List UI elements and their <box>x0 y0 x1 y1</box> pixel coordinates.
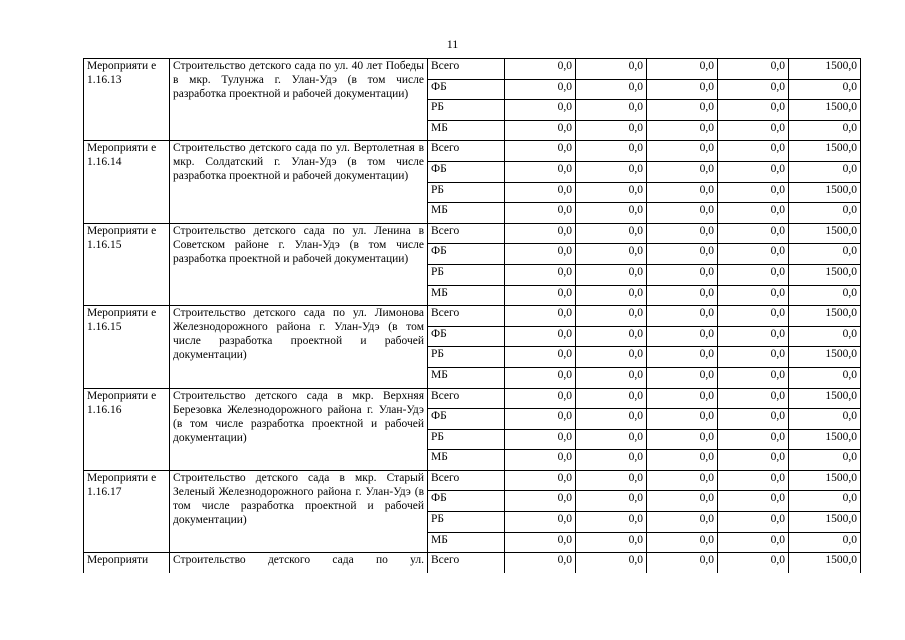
value-cell: 0,0 <box>718 264 789 285</box>
value-cell: 1500,0 <box>789 512 861 533</box>
value-cell: 0,0 <box>576 141 647 162</box>
value-cell: 0,0 <box>576 409 647 430</box>
funding-source-cell: Всего <box>428 223 505 244</box>
value-cell: 1500,0 <box>789 347 861 368</box>
value-cell: 1500,0 <box>789 182 861 203</box>
value-cell: 0,0 <box>576 264 647 285</box>
value-cell: 0,0 <box>576 59 647 80</box>
value-cell: 0,0 <box>718 450 789 471</box>
value-cell: 0,0 <box>505 244 576 265</box>
value-cell: 0,0 <box>576 100 647 121</box>
value-cell: 0,0 <box>505 264 576 285</box>
value-cell: 0,0 <box>576 306 647 327</box>
value-cell: 0,0 <box>505 429 576 450</box>
table-row <box>84 470 861 491</box>
value-cell: 0,0 <box>647 264 718 285</box>
value-cell: 0,0 <box>718 203 789 224</box>
value-cell: 0,0 <box>647 512 718 533</box>
value-cell: 0,0 <box>789 532 861 553</box>
value-cell: 1500,0 <box>789 100 861 121</box>
value-cell: 0,0 <box>576 429 647 450</box>
value-cell: 0,0 <box>576 532 647 553</box>
value-cell: 1500,0 <box>789 264 861 285</box>
value-cell: 0,0 <box>647 244 718 265</box>
funding-source-cell: Всего <box>428 306 505 327</box>
value-cell: 0,0 <box>647 306 718 327</box>
value-cell: 0,0 <box>718 161 789 182</box>
value-cell: 0,0 <box>505 347 576 368</box>
value-cell: 0,0 <box>505 223 576 244</box>
value-cell: 0,0 <box>647 161 718 182</box>
funding-source-cell: МБ <box>428 203 505 224</box>
funding-table <box>83 58 861 573</box>
funding-source-cell: РБ <box>428 429 505 450</box>
event-description-cell: Строительство детского сада по ул. Лимонова Железнодорожного района г. Улан-Удэ (в том числе разработка проектной и рабочей документации) <box>170 306 428 388</box>
value-cell: 0,0 <box>576 120 647 141</box>
value-cell: 0,0 <box>576 203 647 224</box>
value-cell: 0,0 <box>505 532 576 553</box>
value-cell: 0,0 <box>789 244 861 265</box>
value-cell: 0,0 <box>718 326 789 347</box>
value-cell: 0,0 <box>647 491 718 512</box>
value-cell: 0,0 <box>718 367 789 388</box>
value-cell: 0,0 <box>718 347 789 368</box>
value-cell: 0,0 <box>718 100 789 121</box>
value-cell: 0,0 <box>576 347 647 368</box>
event-description-cell: Строительство детского сада по ул. Вертолетная в мкр. Солдатский г. Улан-Удэ (в том числе разработка проектной и рабочей документации) <box>170 141 428 223</box>
value-cell: 0,0 <box>647 326 718 347</box>
value-cell: 0,0 <box>647 367 718 388</box>
value-cell: 0,0 <box>576 182 647 203</box>
event-description-cell: Строительство детского сада по ул. 40 лет Победы в мкр. Тулунжа г. Улан-Удэ (в том числе разработка проектной и рабочей документации) <box>170 59 428 141</box>
value-cell: 0,0 <box>647 409 718 430</box>
funding-source-cell: ФБ <box>428 161 505 182</box>
value-cell: 0,0 <box>505 553 576 573</box>
value-cell: 0,0 <box>647 120 718 141</box>
funding-source-cell: РБ <box>428 512 505 533</box>
funding-source-cell: ФБ <box>428 409 505 430</box>
funding-source-cell: РБ <box>428 100 505 121</box>
value-cell: 0,0 <box>505 141 576 162</box>
value-cell: 0,0 <box>789 285 861 306</box>
table-row-partial <box>84 553 861 573</box>
value-cell: 0,0 <box>647 182 718 203</box>
value-cell: 0,0 <box>789 491 861 512</box>
table-row <box>84 223 861 244</box>
table-row <box>84 388 861 409</box>
value-cell: 0,0 <box>718 141 789 162</box>
funding-source-cell: Всего <box>428 141 505 162</box>
funding-source-cell: ФБ <box>428 491 505 512</box>
value-cell: 0,0 <box>718 532 789 553</box>
value-cell: 0,0 <box>647 388 718 409</box>
value-cell: 0,0 <box>505 470 576 491</box>
value-cell: 0,0 <box>718 388 789 409</box>
funding-source-cell: Всего <box>428 553 505 573</box>
value-cell: 0,0 <box>505 120 576 141</box>
value-cell: 1500,0 <box>789 306 861 327</box>
value-cell: 0,0 <box>718 244 789 265</box>
value-cell: 0,0 <box>505 306 576 327</box>
value-cell: 0,0 <box>718 470 789 491</box>
value-cell: 0,0 <box>718 79 789 100</box>
event-code-cell: Мероприяти е 1.16.16 <box>84 388 170 470</box>
value-cell: 1500,0 <box>789 141 861 162</box>
value-cell: 0,0 <box>505 161 576 182</box>
value-cell: 0,0 <box>576 326 647 347</box>
value-cell: 0,0 <box>789 161 861 182</box>
value-cell: 0,0 <box>647 450 718 471</box>
value-cell: 0,0 <box>576 491 647 512</box>
value-cell: 0,0 <box>789 79 861 100</box>
event-code-cell: Мероприяти е 1.16.14 <box>84 141 170 223</box>
value-cell: 0,0 <box>576 450 647 471</box>
funding-source-cell: Всего <box>428 470 505 491</box>
value-cell: 0,0 <box>647 347 718 368</box>
value-cell: 0,0 <box>505 367 576 388</box>
value-cell: 0,0 <box>505 203 576 224</box>
value-cell: 0,0 <box>647 429 718 450</box>
funding-source-cell: МБ <box>428 285 505 306</box>
value-cell: 0,0 <box>718 553 789 573</box>
value-cell: 0,0 <box>505 100 576 121</box>
value-cell: 0,0 <box>647 223 718 244</box>
value-cell: 0,0 <box>718 429 789 450</box>
value-cell: 0,0 <box>505 409 576 430</box>
funding-source-cell: МБ <box>428 532 505 553</box>
page-number: 11 <box>446 37 459 51</box>
value-cell: 0,0 <box>647 100 718 121</box>
funding-source-cell: РБ <box>428 182 505 203</box>
value-cell: 1500,0 <box>789 388 861 409</box>
event-description-cell: Строительство детского сада в мкр. Верхняя Березовка Железнодорожного района г. Улан-Удэ (в том числе разработка проектной и рабочей документации) <box>170 388 428 470</box>
value-cell: 1500,0 <box>789 429 861 450</box>
funding-source-cell: ФБ <box>428 244 505 265</box>
funding-source-cell: МБ <box>428 120 505 141</box>
value-cell: 0,0 <box>718 512 789 533</box>
value-cell: 0,0 <box>718 182 789 203</box>
event-description-cell: Строительство детского сада по ул. Ленина в Советском районе г. Улан-Удэ (в том числе разработка проектной и рабочей документации) <box>170 223 428 305</box>
value-cell: 0,0 <box>576 388 647 409</box>
value-cell: 0,0 <box>718 491 789 512</box>
value-cell: 0,0 <box>647 203 718 224</box>
value-cell: 0,0 <box>718 306 789 327</box>
value-cell: 0,0 <box>505 512 576 533</box>
value-cell: 0,0 <box>576 223 647 244</box>
value-cell: 0,0 <box>576 367 647 388</box>
value-cell: 0,0 <box>647 141 718 162</box>
table-row <box>84 306 861 327</box>
value-cell: 0,0 <box>505 388 576 409</box>
event-code-cell: Мероприяти е 1.16.13 <box>84 59 170 141</box>
value-cell: 0,0 <box>647 285 718 306</box>
funding-source-cell: Всего <box>428 59 505 80</box>
event-code-cell: Мероприяти е 1.16.15 <box>84 306 170 388</box>
value-cell: 0,0 <box>576 285 647 306</box>
value-cell: 0,0 <box>576 161 647 182</box>
value-cell: 0,0 <box>718 59 789 80</box>
value-cell: 0,0 <box>718 409 789 430</box>
value-cell: 0,0 <box>647 532 718 553</box>
value-cell: 0,0 <box>718 120 789 141</box>
value-cell: 0,0 <box>505 182 576 203</box>
event-code-cell: Мероприяти е 1.16.17 <box>84 470 170 552</box>
funding-source-cell: ФБ <box>428 79 505 100</box>
funding-source-cell: МБ <box>428 450 505 471</box>
table-row <box>84 141 861 162</box>
event-code-cell: Мероприяти <box>84 553 170 573</box>
value-cell: 0,0 <box>576 470 647 491</box>
value-cell: 0,0 <box>576 79 647 100</box>
value-cell: 0,0 <box>647 59 718 80</box>
value-cell: 0,0 <box>789 203 861 224</box>
value-cell: 0,0 <box>647 79 718 100</box>
value-cell: 0,0 <box>576 244 647 265</box>
value-cell: 0,0 <box>789 367 861 388</box>
funding-source-cell: МБ <box>428 367 505 388</box>
value-cell: 0,0 <box>718 223 789 244</box>
value-cell: 1500,0 <box>789 470 861 491</box>
value-cell: 0,0 <box>789 326 861 347</box>
value-cell: 1500,0 <box>789 223 861 244</box>
value-cell: 0,0 <box>505 79 576 100</box>
value-cell: 0,0 <box>505 491 576 512</box>
value-cell: 1500,0 <box>789 59 861 80</box>
value-cell: 0,0 <box>576 553 647 573</box>
value-cell: 0,0 <box>789 120 861 141</box>
value-cell: 0,0 <box>576 512 647 533</box>
value-cell: 0,0 <box>505 285 576 306</box>
event-code-cell: Мероприяти е 1.16.15 <box>84 223 170 305</box>
value-cell: 1500,0 <box>789 553 861 573</box>
value-cell: 0,0 <box>789 450 861 471</box>
value-cell: 0,0 <box>647 470 718 491</box>
event-description-cell: Строительство детского сада в мкр. Старый Зеленый Железнодорожного района г. Улан-Удэ (в том числе разработка проектной и рабочей документации) <box>170 470 428 552</box>
value-cell: 0,0 <box>718 285 789 306</box>
funding-source-cell: РБ <box>428 264 505 285</box>
funding-source-cell: ФБ <box>428 326 505 347</box>
table-row <box>84 59 861 80</box>
value-cell: 0,0 <box>789 409 861 430</box>
value-cell: 0,0 <box>505 59 576 80</box>
event-description-cell: Строительство детского сада по ул. <box>170 553 428 573</box>
value-cell: 0,0 <box>647 553 718 573</box>
value-cell: 0,0 <box>505 326 576 347</box>
value-cell: 0,0 <box>505 450 576 471</box>
funding-source-cell: Всего <box>428 388 505 409</box>
funding-source-cell: РБ <box>428 347 505 368</box>
